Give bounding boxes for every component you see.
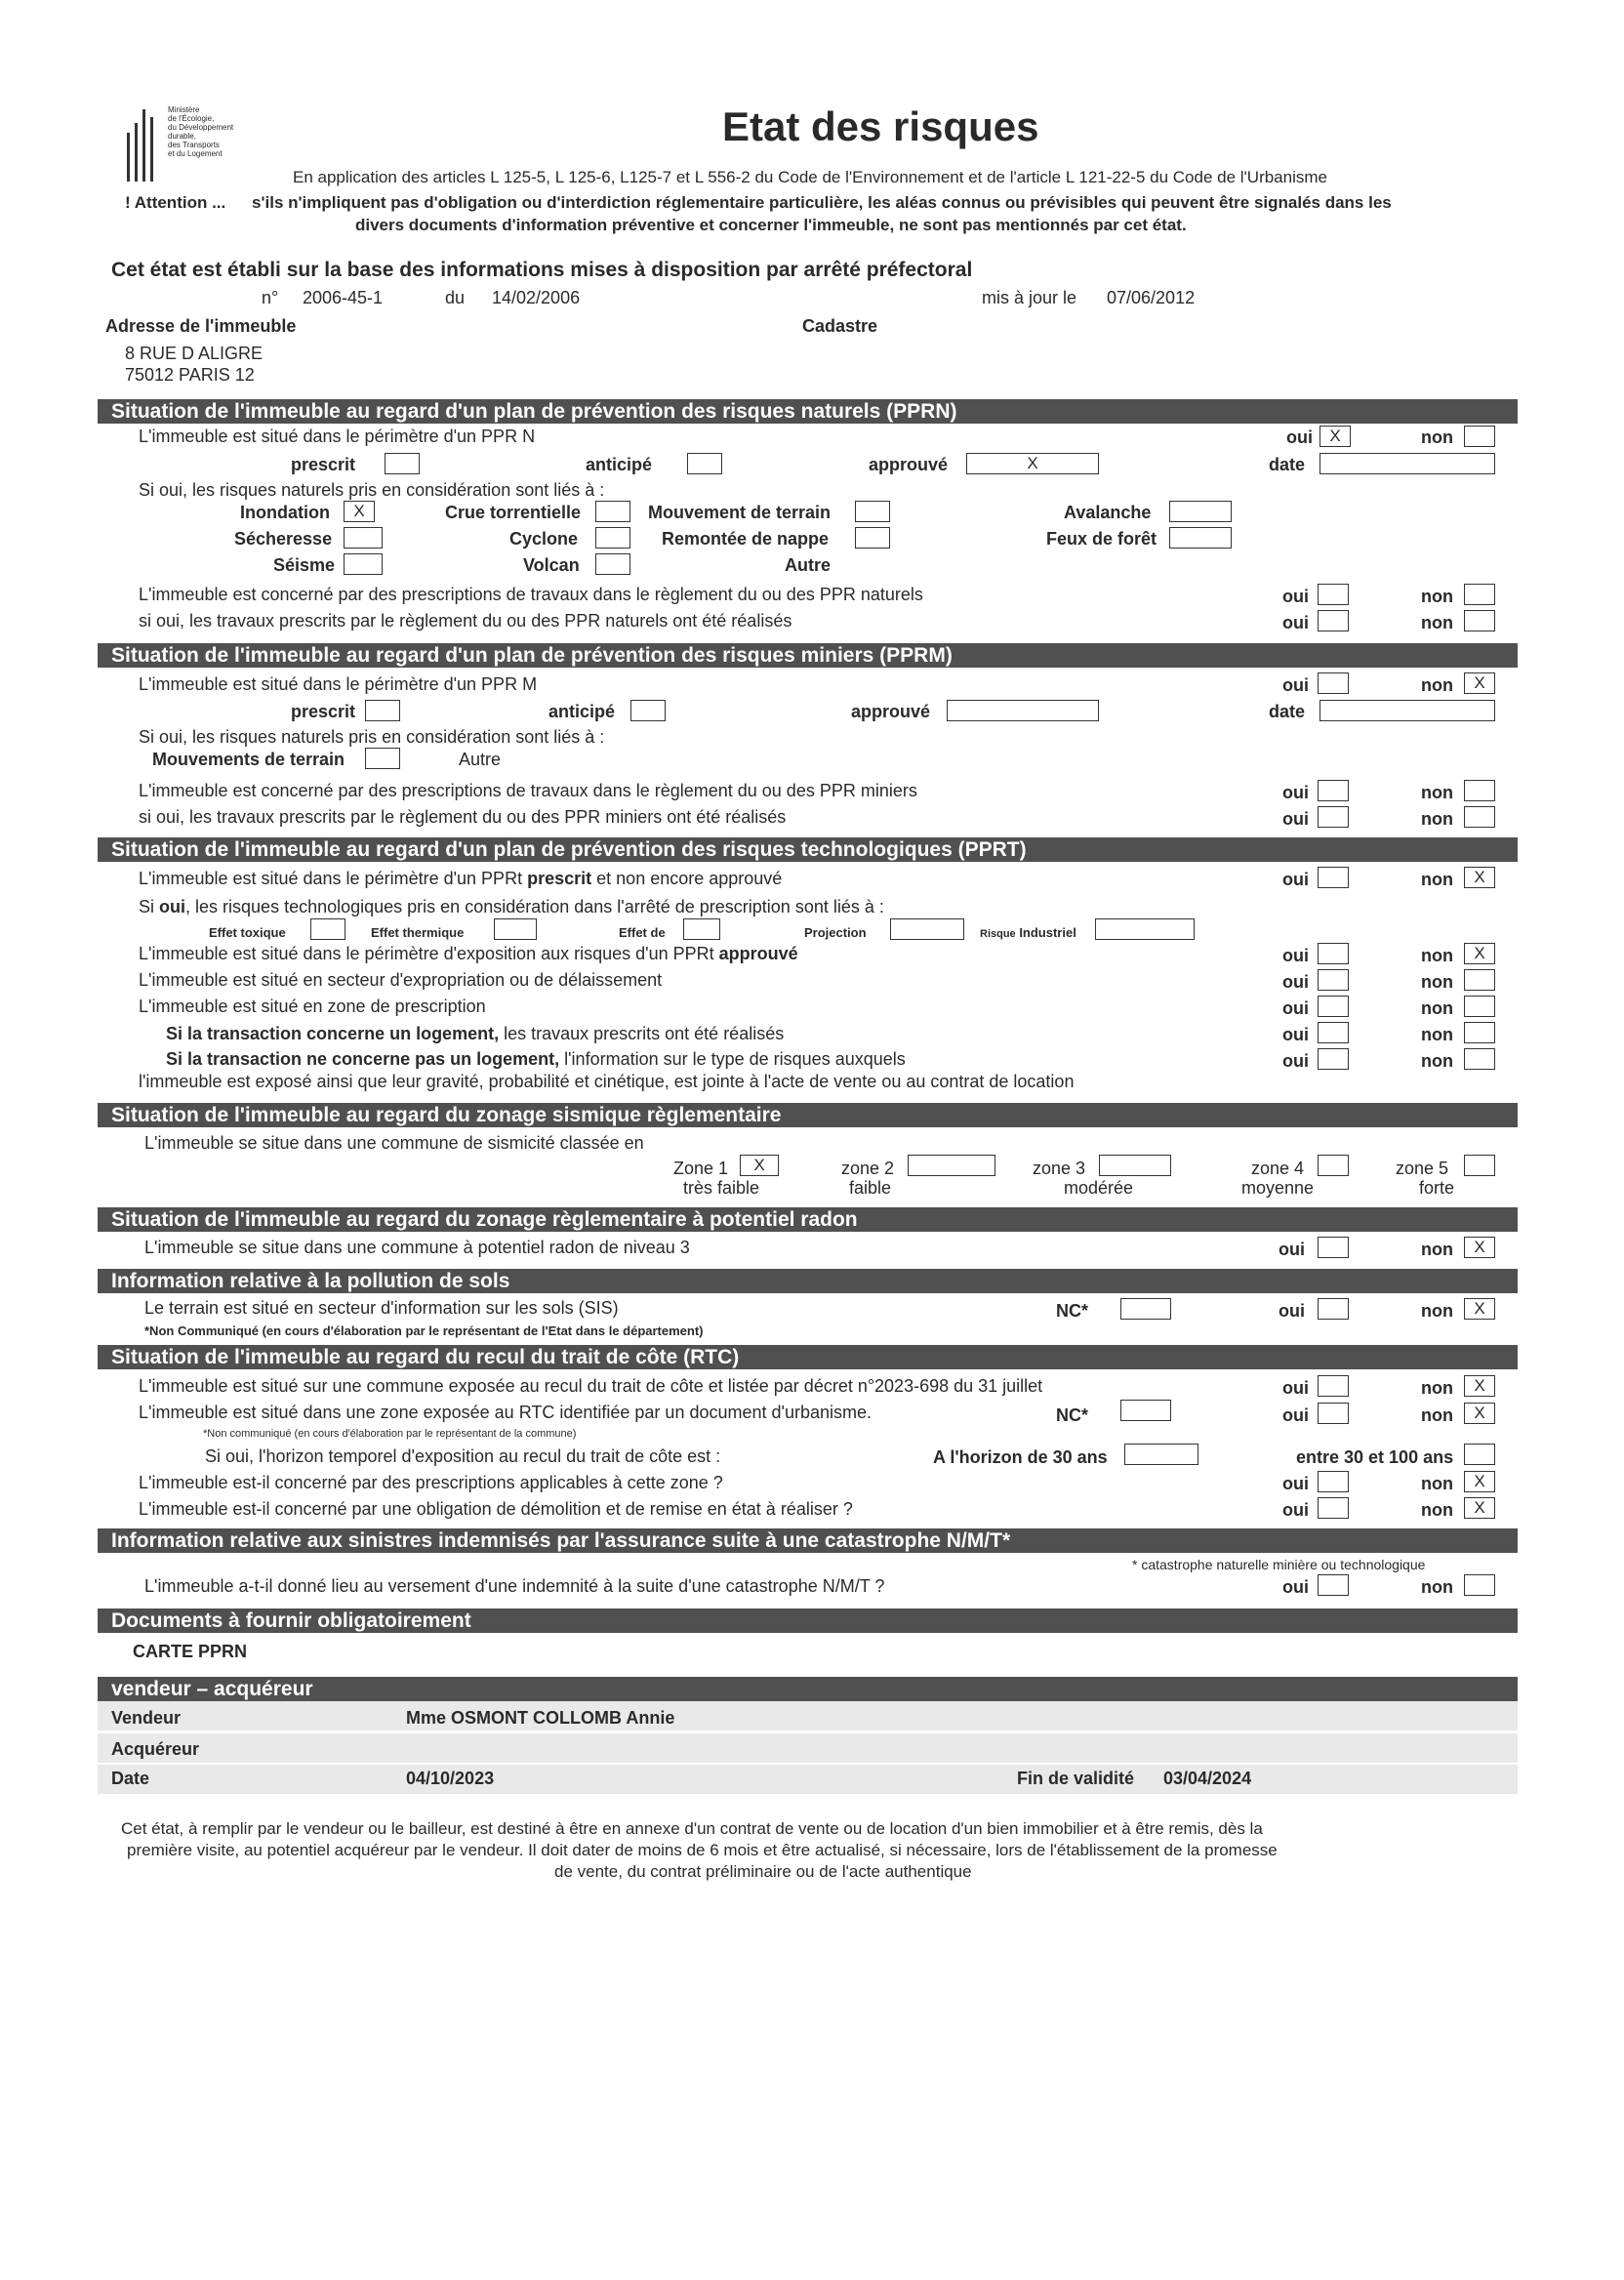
rtc-demolition-non-checkbox[interactable]: X <box>1464 1497 1495 1519</box>
pprn-si-oui: Si oui, les risques naturels pris en considération sont liés à : <box>139 480 605 500</box>
inondation-label: Inondation <box>240 503 330 522</box>
oui-label: oui <box>1282 1378 1309 1398</box>
non-label: non <box>1421 809 1453 829</box>
non-label: non <box>1421 870 1453 889</box>
pprt-line-6 <box>166 1023 784 1044</box>
sismique-text: L'immeuble se situe dans une commune de sismicité classée en <box>144 1133 644 1153</box>
zone2-checkbox[interactable] <box>908 1155 995 1176</box>
oui-label: oui <box>1279 1301 1305 1321</box>
toxique-label: Effet toxique <box>209 925 286 940</box>
pprm-perimetre: L'immeuble est situé dans le périmètre d'un PPR M <box>139 674 538 694</box>
pprt-header: Situation de l'immeuble au regard d'un plan de prévention des risques technologiques (PPRT) <box>98 837 1518 862</box>
non-label: non <box>1421 1378 1453 1398</box>
zone4-label: zone 4 <box>1251 1159 1305 1178</box>
pprt-line-1 <box>139 868 782 889</box>
non-label: non <box>1421 1577 1453 1597</box>
rtc-line-4: L'immeuble est-il concerné par des prescriptions applicables à cette zone ? <box>139 1473 723 1492</box>
pprt-l2c: , les risques technologiques pris en considération dans l'arrêté de prescription sont liés à : <box>185 897 884 916</box>
pprm-perimetre-non-checkbox[interactable]: X <box>1464 672 1495 694</box>
rtc-prescriptions-oui-checkbox[interactable] <box>1318 1471 1349 1492</box>
crue-label: Crue torrentielle <box>445 503 582 522</box>
anticipe-label: anticipé <box>548 702 616 721</box>
inondation-checkbox[interactable]: X <box>344 501 375 522</box>
pprm-realises-oui-checkbox[interactable] <box>1318 806 1349 828</box>
pprt-l6a: Si la transaction concerne un logement, <box>166 1024 500 1043</box>
pprn-perimetre-non-checkbox[interactable] <box>1464 426 1495 447</box>
pprm-perimetre-oui-checkbox[interactable] <box>1318 672 1349 694</box>
non-label: non <box>1421 1301 1453 1321</box>
horizon-30-100-label: entre 30 et 100 ans <box>1296 1447 1454 1467</box>
vendeur-label: Vendeur <box>111 1708 182 1728</box>
nc-label: NC* <box>1056 1301 1089 1321</box>
pollution-oui-checkbox[interactable] <box>1318 1298 1349 1320</box>
document-item: CARTE PPRN <box>133 1642 248 1661</box>
pprm-si-oui: Si oui, les risques naturels pris en considération sont liés à : <box>139 727 605 747</box>
non-label: non <box>1421 675 1453 695</box>
pprt-prescrit-non-checkbox[interactable]: X <box>1464 867 1495 888</box>
pprn-header: Situation de l'immeuble au regard d'un plan de prévention des risques naturels (PPRN) <box>98 399 1518 424</box>
zone2-label: zone 2 <box>841 1159 895 1178</box>
ministry-line: Ministère <box>168 105 200 114</box>
oui-label: oui <box>1282 870 1309 889</box>
ministry-line: et du Logement <box>168 149 223 158</box>
sismique-header: Situation de l'immeuble au regard du zonage sismique règlementaire <box>98 1103 1518 1127</box>
seisme-checkbox[interactable] <box>344 553 383 575</box>
ministry-line: du Développement <box>168 123 234 132</box>
pprt-prescription-non-checkbox[interactable] <box>1464 996 1495 1017</box>
oui-label: oui <box>1282 783 1309 802</box>
sinistres-note: * catastrophe naturelle minière ou technologique <box>1132 1557 1426 1572</box>
parties-header: vendeur – acquéreur <box>98 1677 1518 1701</box>
feux-checkbox[interactable] <box>1169 527 1232 549</box>
crue-checkbox[interactable] <box>595 501 630 522</box>
pprt-expropriation-non-checkbox[interactable] <box>1464 969 1495 991</box>
pprn-perimetre-oui-checkbox[interactable]: X <box>1320 426 1351 447</box>
mouvement-label: Mouvement de terrain <box>648 503 832 522</box>
pprt-approuve-non-checkbox[interactable]: X <box>1464 943 1495 964</box>
rtc-prescriptions-non-checkbox[interactable]: X <box>1464 1471 1495 1492</box>
remontee-checkbox[interactable] <box>855 527 890 549</box>
zone5-sub: forte <box>1419 1178 1455 1198</box>
pprm-date-field[interactable] <box>1320 700 1495 721</box>
arrete-no: 2006-45-1 <box>303 288 384 307</box>
pprm-realises-non-checkbox[interactable] <box>1464 806 1495 828</box>
zone3-sub: modérée <box>1064 1178 1134 1198</box>
pprt-approuve-oui-checkbox[interactable] <box>1318 943 1349 964</box>
risque-word: Risque <box>980 928 1016 940</box>
pprt-line-3 <box>139 943 798 964</box>
rtc-line-1: L'immeuble est situé sur une commune exposée au recul du trait de côte et listée par décret n°2023-698 du 31 juillet <box>139 1376 1043 1396</box>
arrete-no-label: n° <box>262 288 279 307</box>
approuve-label: approuvé <box>851 702 931 721</box>
mouvements-label: Mouvements de terrain <box>152 750 345 769</box>
oui-label: oui <box>1282 1474 1309 1493</box>
pprt-line-8: l'immeuble est exposé ainsi que leur gravité, probabilité et cinétique, est jointe à l'acte de vente ou au contrat de location <box>139 1072 1075 1091</box>
non-label: non <box>1421 1500 1453 1520</box>
approuve-label: approuvé <box>869 455 949 474</box>
projection-checkbox[interactable] <box>890 918 964 940</box>
zone5-checkbox[interactable] <box>1464 1155 1495 1176</box>
pprm-travaux: L'immeuble est concerné par des prescriptions de travaux dans le règlement du ou des PPR miniers <box>139 781 917 800</box>
oui-label: oui <box>1282 1577 1309 1597</box>
date-label: date <box>1269 702 1306 721</box>
vendeur-name[interactable]: Mme OSMONT COLLOMB Annie <box>406 1708 675 1728</box>
prescrit-label: prescrit <box>291 455 356 474</box>
pprm-realises: si oui, les travaux prescrits par le règlement du ou des PPR miniers ont été réalisés <box>139 807 787 827</box>
cyclone-label: Cyclone <box>509 529 579 549</box>
validite-label: Fin de validité <box>1017 1769 1135 1788</box>
address-line-2: 75012 PARIS 12 <box>125 365 255 385</box>
oui-label: oui <box>1282 946 1309 965</box>
footer-line-1: Cet état, à remplir par le vendeur ou le bailleur, est destiné à être en annexe d'un contrat de vente ou de location d'un bien immobilier et à être remis, dès la <box>121 1819 1263 1838</box>
pollution-non-checkbox[interactable]: X <box>1464 1298 1495 1320</box>
radon-oui-checkbox[interactable] <box>1318 1237 1349 1258</box>
pprt-l1a: L'immeuble est situé dans le périmètre d'un PPRt <box>139 869 523 888</box>
rtc-nc-field[interactable] <box>1120 1400 1171 1421</box>
feux-label: Feux de forêt <box>1046 529 1157 549</box>
pprn-travaux: L'immeuble est concerné par des prescriptions de travaux dans le règlement du ou des PPR naturels <box>139 585 923 604</box>
rtc-demolition-oui-checkbox[interactable] <box>1318 1497 1349 1519</box>
pprt-l3b: approuvé <box>718 944 798 963</box>
ministry-name <box>168 105 233 158</box>
horizon-30-field[interactable] <box>1124 1444 1198 1465</box>
attention-label: ! Attention ... <box>125 193 226 212</box>
autre-label: Autre <box>785 555 832 575</box>
pprm-travaux-non-checkbox[interactable] <box>1464 780 1495 801</box>
rtc-urbanisme-oui-checkbox[interactable] <box>1318 1403 1349 1424</box>
attention-line-1: s'ils n'impliquent pas d'obligation ou d'interdiction réglementaire particulière, les aléas connus ou prévisibles qui peuvent être signalés dans les <box>252 193 1392 212</box>
rtc-line-2: L'immeuble est situé dans une zone exposée au RTC identifiée par un document d'urbanisme. <box>139 1403 872 1422</box>
non-label: non <box>1421 1405 1453 1425</box>
pprt-logement-oui-checkbox[interactable] <box>1318 1022 1349 1043</box>
pprt-l2a: Si <box>139 897 155 916</box>
remontee-label: Remontée de nappe <box>662 529 830 549</box>
zone3-checkbox[interactable] <box>1099 1155 1171 1176</box>
rtc-line-5: L'immeuble est-il concerné par une obligation de démolition et de remise en état à réaliser ? <box>139 1499 853 1519</box>
radon-text: L'immeuble se situe dans une commune à potentiel radon de niveau 3 <box>144 1238 690 1257</box>
date-label: date <box>1269 455 1306 474</box>
subtitle: En application des articles L 125-5, L 125-6, L125-7 et L 556-2 du Code de l'Environnement et de l'article L 121-22-5 du Code de l'Urbanisme <box>293 168 1327 186</box>
secheresse-checkbox[interactable] <box>344 527 383 549</box>
industriel-checkbox[interactable] <box>1095 918 1195 940</box>
zone4-sub: moyenne <box>1241 1178 1315 1198</box>
non-label: non <box>1421 613 1453 632</box>
non-label: non <box>1421 783 1453 802</box>
oui-label: oui <box>1282 587 1309 606</box>
sinistres-oui-checkbox[interactable] <box>1318 1574 1349 1596</box>
non-label: non <box>1421 998 1453 1018</box>
non-label: non <box>1421 946 1453 965</box>
rtc-note: *Non communiqué (en cours d'élaboration par le représentant de la commune) <box>203 1428 577 1440</box>
avalanche-label: Avalanche <box>1064 503 1152 522</box>
validite-value[interactable]: 03/04/2024 <box>1163 1769 1252 1788</box>
oui-label: oui <box>1282 972 1309 992</box>
sinistres-text: L'immeuble a-t-il donné lieu au versement d'une indemnité à la suite d'une catastrophe N/M/T ? <box>144 1576 885 1596</box>
seisme-label: Séisme <box>273 555 336 575</box>
rtc-decret-oui-checkbox[interactable] <box>1318 1375 1349 1397</box>
mouvement-checkbox[interactable] <box>855 501 890 522</box>
oui-label: oui <box>1282 1405 1309 1425</box>
pollution-header: Information relative à la pollution de sols <box>98 1269 1518 1293</box>
pprt-l3a: L'immeuble est situé dans le périmètre d'exposition aux risques d'un PPRt <box>139 944 714 963</box>
non-label: non <box>1421 1051 1453 1071</box>
pprm-prescrit-checkbox[interactable] <box>365 700 400 721</box>
oui-label: oui <box>1282 1025 1309 1044</box>
pprt-non-logement-non-checkbox[interactable] <box>1464 1048 1495 1070</box>
radon-header: Situation de l'immeuble au regard du zonage règlementaire à potentiel radon <box>98 1207 1518 1232</box>
rtc-decret-non-checkbox[interactable]: X <box>1464 1375 1495 1397</box>
anticipe-label: anticipé <box>586 455 653 474</box>
pprm-header: Situation de l'immeuble au regard d'un plan de prévention des risques miniers (PPRM) <box>98 643 1518 668</box>
avalanche-checkbox[interactable] <box>1169 501 1232 522</box>
pprn-date-field[interactable] <box>1320 453 1495 474</box>
non-label: non <box>1421 1240 1453 1259</box>
maj-date: 07/06/2012 <box>1107 288 1196 307</box>
industriel-word: Industriel <box>1019 925 1076 940</box>
volcan-label: Volcan <box>523 555 580 575</box>
parties-row-vendeur <box>98 1701 1518 1730</box>
effet-de-label: Effet de <box>619 925 666 940</box>
pprt-line-7 <box>166 1048 906 1070</box>
basis-title: Cet état est établi sur la base des informations mises à disposition par arrêté préfectoral <box>111 259 973 281</box>
horizon-30-label: A l'horizon de 30 ans <box>933 1447 1108 1467</box>
parties-row-acquereur <box>98 1733 1518 1763</box>
ministry-logo-icon <box>123 105 164 183</box>
sinistres-non-checkbox[interactable] <box>1464 1574 1495 1596</box>
pprn-realises-oui-checkbox[interactable] <box>1318 610 1349 631</box>
oui-label: oui <box>1279 1240 1305 1259</box>
oui-label: oui <box>1282 613 1309 632</box>
pprt-line-4: L'immeuble est situé en secteur d'expropriation ou de délaissement <box>139 970 663 990</box>
pprn-anticipe-checkbox[interactable] <box>687 453 722 474</box>
address-line-1: 8 RUE D ALIGRE <box>125 344 264 363</box>
rtc-urbanisme-non-checkbox[interactable]: X <box>1464 1403 1495 1424</box>
footer-line-3: de vente, du contrat préliminaire ou de l'acte authentique <box>554 1862 972 1881</box>
pprn-perimetre: L'immeuble est situé dans le périmètre d'un PPR N <box>139 427 536 446</box>
rtc-header: Situation de l'immeuble au regard du recul du trait de côte (RTC) <box>98 1345 1518 1369</box>
ministry-line: durable, <box>168 132 196 141</box>
zone3-label: zone 3 <box>1033 1159 1086 1178</box>
radon-non-checkbox[interactable]: X <box>1464 1237 1495 1258</box>
pprt-l2b: oui <box>159 897 186 916</box>
secheresse-label: Sécheresse <box>234 529 333 549</box>
pprm-approuve-field[interactable] <box>947 700 1099 721</box>
ministry-line: des Transports <box>168 141 220 149</box>
address-label: Adresse de l'immeuble <box>105 316 297 336</box>
zone1-label: Zone 1 <box>673 1159 729 1178</box>
cadastre-label: Cadastre <box>802 316 878 336</box>
pprt-non-logement-oui-checkbox[interactable] <box>1318 1048 1349 1070</box>
pprn-travaux-oui-checkbox[interactable] <box>1318 584 1349 605</box>
zone1-checkbox[interactable]: X <box>740 1155 779 1176</box>
arrete-du-label: du <box>445 288 466 307</box>
pprt-line-5: L'immeuble est situé en zone de prescription <box>139 997 486 1016</box>
pprt-prescription-oui-checkbox[interactable] <box>1318 996 1349 1017</box>
zone2-sub: faible <box>849 1178 892 1198</box>
thermique-checkbox[interactable] <box>494 918 537 940</box>
pprt-line-2 <box>139 896 884 917</box>
pollution-nc-field[interactable] <box>1120 1298 1171 1320</box>
pprt-l7b: l'information sur le type de risques auxquels <box>564 1049 906 1069</box>
oui-label: oui <box>1286 428 1313 447</box>
pollution-text: Le terrain est situé en secteur d'information sur les sols (SIS) <box>144 1298 619 1318</box>
pprn-realises: si oui, les travaux prescrits par le règlement du ou des PPR naturels ont été réalisés <box>139 611 792 631</box>
toxique-checkbox[interactable] <box>310 918 345 940</box>
nc-label: NC* <box>1056 1405 1089 1425</box>
oui-label: oui <box>1282 809 1309 829</box>
pprt-l1c: et non encore approuvé <box>596 869 783 888</box>
zone4-checkbox[interactable] <box>1318 1155 1349 1176</box>
parties-row-date <box>98 1765 1518 1794</box>
ministry-logo <box>123 105 164 183</box>
pprm-travaux-oui-checkbox[interactable] <box>1318 780 1349 801</box>
pprt-l7a: Si la transaction ne concerne pas un logement, <box>166 1049 560 1069</box>
effet-de-checkbox[interactable] <box>683 918 720 940</box>
thermique-label: Effet thermique <box>371 925 465 940</box>
pprn-travaux-non-checkbox[interactable] <box>1464 584 1495 605</box>
non-label: non <box>1421 1025 1453 1044</box>
zone5-label: zone 5 <box>1396 1159 1449 1178</box>
documents-header: Documents à fournir obligatoirement <box>98 1608 1518 1633</box>
maj-label: mis à jour le <box>982 288 1077 307</box>
sinistres-header: Information relative aux sinistres indemnisés par l'assurance suite à une catastrophe N/M/T* <box>98 1528 1518 1553</box>
risque-label <box>980 922 1076 945</box>
horizon-30-100-checkbox[interactable] <box>1464 1444 1495 1465</box>
non-label: non <box>1421 972 1453 992</box>
arrete-date: 14/02/2006 <box>492 288 581 307</box>
oui-label: oui <box>1282 675 1309 695</box>
oui-label: oui <box>1282 998 1309 1018</box>
rtc-line-3: Si oui, l'horizon temporel d'exposition au recul du trait de côte est : <box>205 1446 721 1466</box>
zone1-sub: très faible <box>683 1178 760 1198</box>
footer-line-2: première visite, au potentiel acquéreur par le vendeur. Il doit dater de moins de 6 mois et être actualisé, si nécessaire, lors de l'établissement de la promesse <box>127 1841 1278 1859</box>
pprt-logement-non-checkbox[interactable] <box>1464 1022 1495 1043</box>
pprm-anticipe-checkbox[interactable] <box>630 700 666 721</box>
non-label: non <box>1421 587 1453 606</box>
acquereur-label: Acquéreur <box>111 1739 200 1759</box>
non-label: non <box>1421 1474 1453 1493</box>
volcan-checkbox[interactable] <box>595 553 630 575</box>
pprt-prescrit-oui-checkbox[interactable] <box>1318 867 1349 888</box>
pprn-prescrit-checkbox[interactable] <box>385 453 420 474</box>
pprn-realises-non-checkbox[interactable] <box>1464 610 1495 631</box>
date-value[interactable]: 04/10/2023 <box>406 1769 495 1788</box>
pprm-autre-label: Autre <box>459 750 502 769</box>
pprt-l6b: les travaux prescrits ont été réalisés <box>504 1024 785 1043</box>
projection-label: Projection <box>804 925 867 940</box>
pprn-approuve-field[interactable]: X <box>966 453 1099 474</box>
prescrit-label: prescrit <box>291 702 356 721</box>
page-title: Etat des risques <box>722 103 1039 149</box>
non-label: non <box>1421 428 1453 447</box>
cyclone-checkbox[interactable] <box>595 527 630 549</box>
pprt-l1b: prescrit <box>527 869 592 888</box>
oui-label: oui <box>1282 1500 1309 1520</box>
attention-line-2: divers documents d'information préventive et concerner l'immeuble, ne sont pas mentionnés par cet état. <box>355 216 1187 234</box>
pprt-expropriation-oui-checkbox[interactable] <box>1318 969 1349 991</box>
oui-label: oui <box>1282 1051 1309 1071</box>
pollution-note: *Non Communiqué (en cours d'élaboration par le représentant de l'Etat dans le département) <box>144 1323 704 1338</box>
date-label: Date <box>111 1769 150 1788</box>
ministry-line: de l'Écologie, <box>168 114 215 123</box>
pprm-mouvements-checkbox[interactable] <box>365 748 400 769</box>
